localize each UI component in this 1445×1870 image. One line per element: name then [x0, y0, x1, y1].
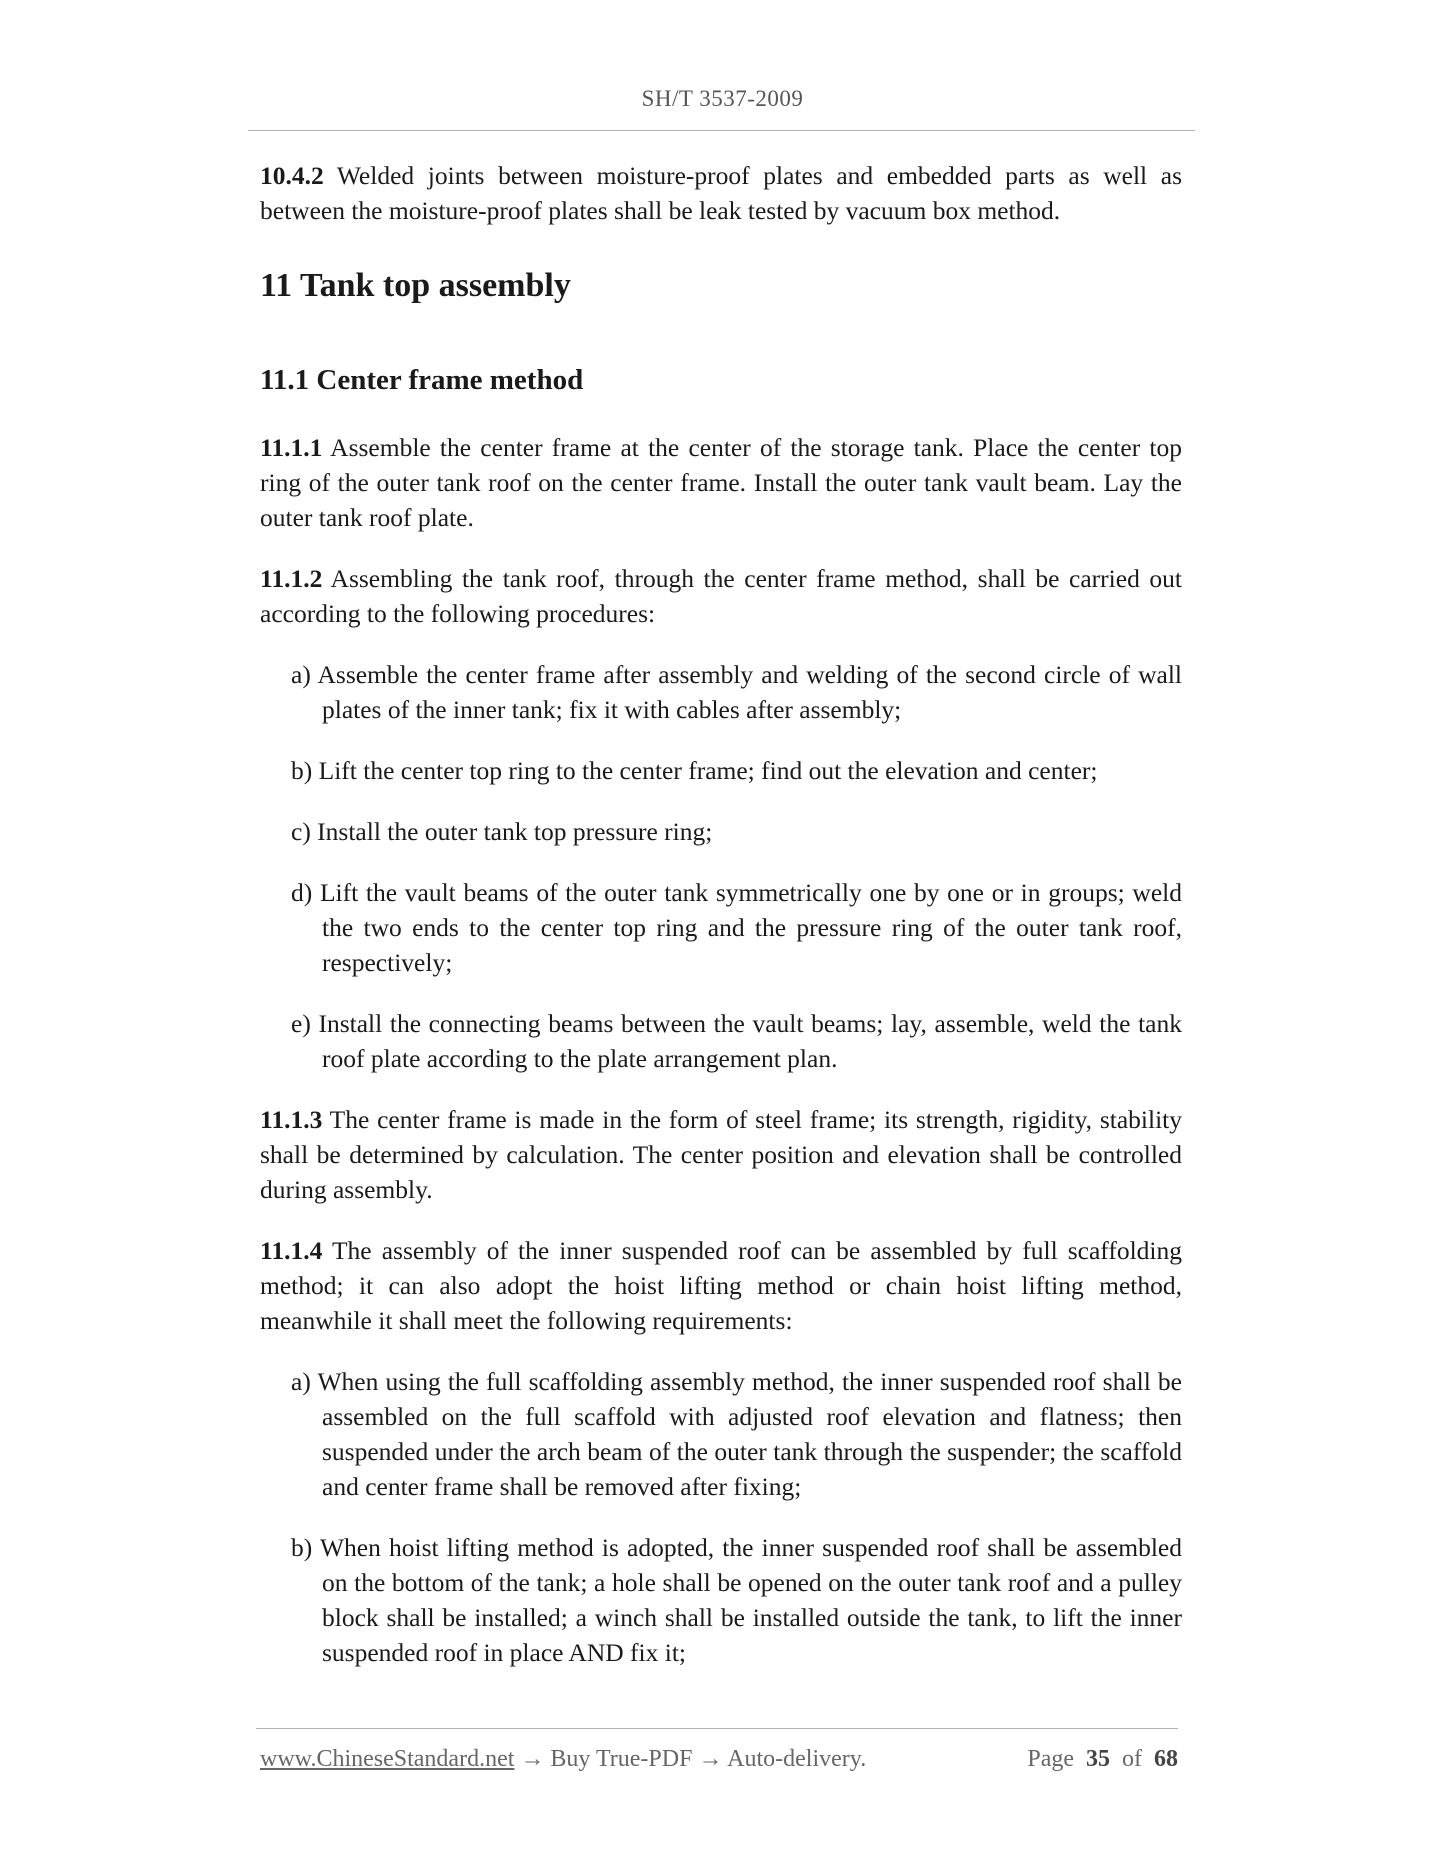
clause-text: The center frame is made in the form of steel frame; its strength, rigidity, stability shall be determined by calculation. The center position and elevation shall be controlled during assembly.	[260, 1105, 1182, 1204]
clause-11-1-4	[260, 1233, 1182, 1338]
current-page: 35	[1086, 1746, 1110, 1772]
clause-number: 11.1.3	[260, 1105, 323, 1134]
page-content	[260, 158, 1182, 1696]
clause-text: Assemble the center frame at the center of the storage tank. Place the center top ring of the outer tank roof on the center frame. Install the outer tank vault beam. Lay the outer tank roof plate.	[260, 433, 1182, 532]
website-link[interactable]: www.ChineseStandard.net	[260, 1746, 515, 1772]
page-number	[1027, 1746, 1178, 1773]
clause-text: Welded joints between moisture-proof plates and embedded parts as well as between the moisture-proof plates shall be leak tested by vacuum box method.	[260, 161, 1182, 225]
list-item: d) Lift the vault beams of the outer tank symmetrically one by one or in groups; weld the two ends to the center top ring and the pressure ring of the outer tank roof, respectively;	[291, 878, 1182, 977]
header-divider	[248, 130, 1195, 131]
clause-10-4-2	[260, 158, 1182, 228]
delivery-text: Auto-delivery.	[727, 1746, 867, 1772]
clause-number: 10.4.2	[260, 161, 324, 190]
standard-code-header: SH/T 3537-2009	[641, 86, 804, 111]
total-pages: 68	[1154, 1746, 1178, 1772]
clause-11-1-2	[260, 561, 1182, 631]
clause-number: 11.1.2	[260, 564, 323, 593]
clause-text: The assembly of the inner suspended roof can be assembled by full scaffolding method; it can also adopt the hoist lifting method or chain hoist lifting method, meanwhile it shall meet the following requirements:	[260, 1236, 1182, 1335]
footer-promo	[260, 1746, 866, 1773]
list-item: e) Install the connecting beams between the vault beams; lay, assemble, weld the tank roof plate according to the plate arrangement plan.	[291, 1009, 1182, 1073]
clause-11-1-1	[260, 430, 1182, 535]
footer-divider	[256, 1728, 1178, 1729]
list-item: b) When hoist lifting method is adopted, the inner suspended roof shall be assembled on the bottom of the tank; a hole shall be opened on the outer tank roof and a pulley block shall be installed; a winch shall be installed outside the tank, to lift the inner suspended roof in place AND fix it;	[291, 1533, 1182, 1667]
page-label: Page	[1027, 1746, 1074, 1772]
arrow-right-icon: →	[698, 1746, 723, 1772]
of-label: of	[1122, 1746, 1142, 1772]
subsection-heading-11-1: 11.1 Center frame method	[260, 364, 584, 396]
clause-text: Assembling the tank roof, through the center frame method, shall be carried out according to the following procedures:	[260, 564, 1182, 628]
section-heading-11: 11 Tank top assembly	[260, 267, 571, 304]
buy-pdf-text: Buy True-PDF	[550, 1746, 693, 1772]
list-item: b) Lift the center top ring to the center frame; find out the elevation and center;	[291, 756, 1098, 785]
clause-number: 11.1.4	[260, 1236, 323, 1265]
list-item: a) Assemble the center frame after assembly and welding of the second circle of wall plates of the inner tank; fix it with cables after assembly;	[291, 660, 1182, 724]
clause-11-1-3	[260, 1102, 1182, 1207]
list-item: a) When using the full scaffolding assembly method, the inner suspended roof shall be assembled on the full scaffold with adjusted roof elevation and flatness; then suspended under the arch beam of the outer tank through the suspender; the scaffold and center frame shall be removed after fixing;	[291, 1367, 1182, 1501]
list-item: c) Install the outer tank top pressure ring;	[291, 817, 713, 846]
arrow-right-icon: →	[520, 1746, 545, 1772]
clause-number: 11.1.1	[260, 433, 323, 462]
